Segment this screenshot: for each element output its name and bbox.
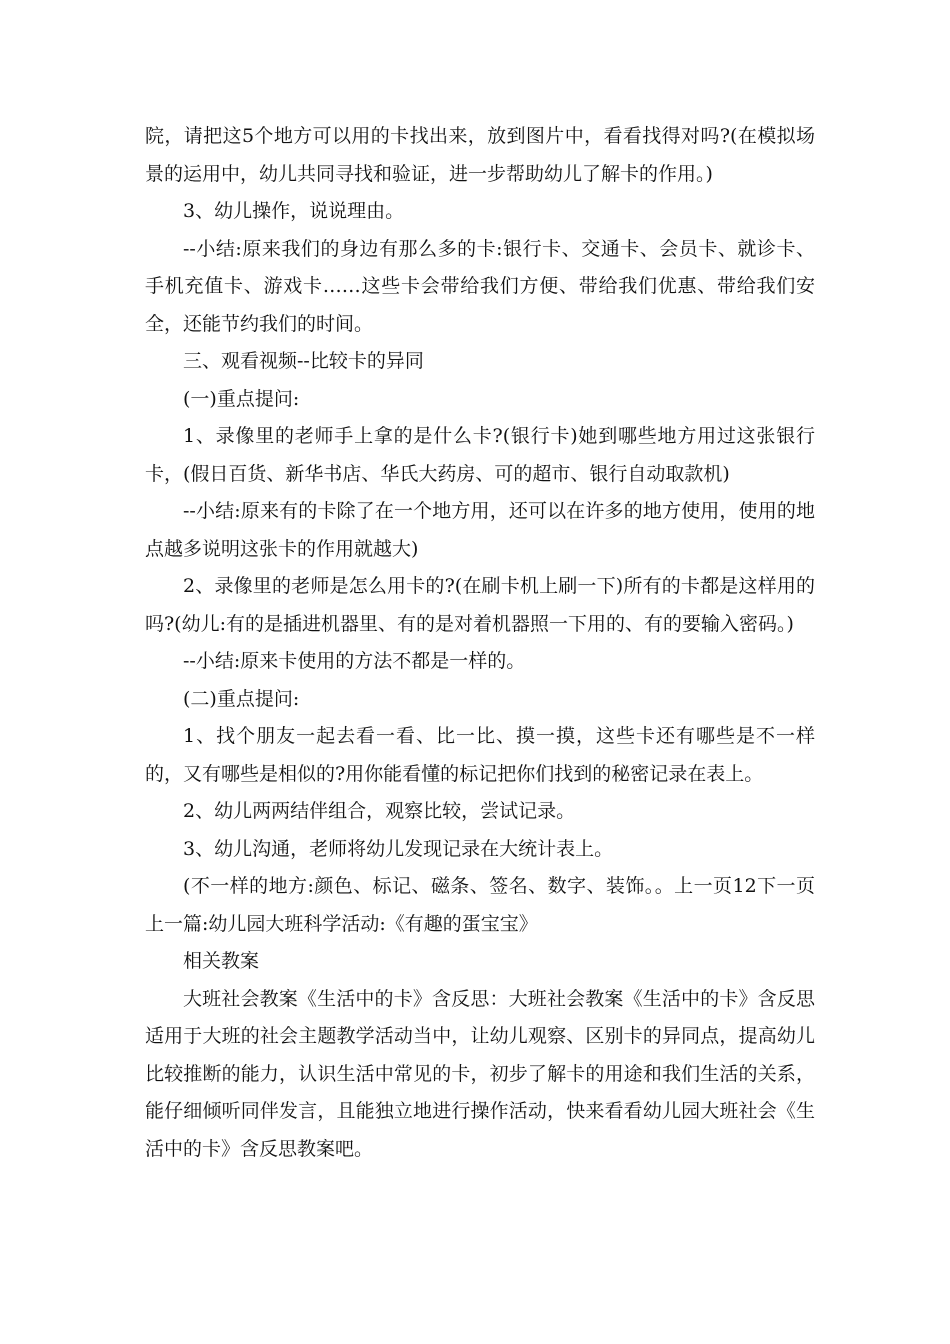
paragraph-summary-method: --小结:原来卡使用的方法不都是一样的。: [183, 650, 526, 672]
paragraph-step-3: 3、幼儿操作，说说理由。: [183, 200, 405, 222]
paragraph-find-friend: 1、找个朋友一起去看一看、比一比、摸一摸，这些卡还有哪些是不一样的，又有哪些是相似的?用你能看懂的标记把你们找到的秘密记录在表上。: [145, 725, 815, 785]
document-body: [145, 118, 815, 1168]
paragraph-summary-usage: --小结:原来有的卡除了在一个地方用，还可以在许多的地方使用，使用的地点越多说明这张卡的作用就越大): [145, 500, 815, 560]
section-heading-video: 三、观看视频--比较卡的异同: [183, 350, 424, 372]
paragraph-continuation: 院，请把这5个地方可以用的卡找出来，放到图片中，看看找得对吗?(在模拟场景的运用中，幼儿共同寻找和验证，进一步帮助幼儿了解卡的作用。): [145, 125, 815, 185]
subheading-questions-1: (一)重点提问:: [183, 387, 300, 410]
paragraph-question-1: 1、录像里的老师手上拿的是什么卡?(银行卡)她到哪些地方用过这张银行卡，(假日百货、新华书店、华氏大药房、可的超市、银行自动取款机): [145, 425, 815, 485]
paragraph-communicate: 3、幼儿沟通，老师将幼儿发现记录在大统计表上。: [183, 837, 614, 860]
related-heading: 相关教案: [183, 950, 260, 972]
paragraph-pair-record: 2、幼儿两两结伴组合，观察比较，尝试记录。: [183, 800, 576, 822]
paragraph-differences-nav: (不一样的地方:颜色、标记、磁条、签名、数字、装饰。。上一页12下一页上一篇:幼儿园大班科学活动:《有趣的蛋宝宝》: [145, 875, 815, 935]
related-description: 大班社会教案《生活中的卡》含反思：大班社会教案《生活中的卡》含反思适用于大班的社会主题教学活动当中，让幼儿观察、区别卡的异同点，提高幼儿比较推断的能力，认识生活中常见的卡，初步了解卡的用途和我们生活的关系，能仔细倾听同伴发言，且能独立地进行操作活动，快来看看幼儿园大班社会《生活中的卡》含反思教案吧。: [145, 987, 815, 1160]
paragraph-summary-cards: --小结:原来我们的身边有那么多的卡:银行卡、交通卡、会员卡、就诊卡、手机充值卡、游戏卡……这些卡会带给我们方便、带给我们优惠、带给我们安全，还能节约我们的时间。: [145, 237, 815, 335]
paragraph-question-2: 2、录像里的老师是怎么用卡的?(在刷卡机上刷一下)所有的卡都是这样用的吗?(幼儿:有的是插进机器里、有的是对着机器照一下用的、有的要输入密码。): [145, 575, 815, 635]
subheading-questions-2: (二)重点提问:: [183, 687, 300, 710]
